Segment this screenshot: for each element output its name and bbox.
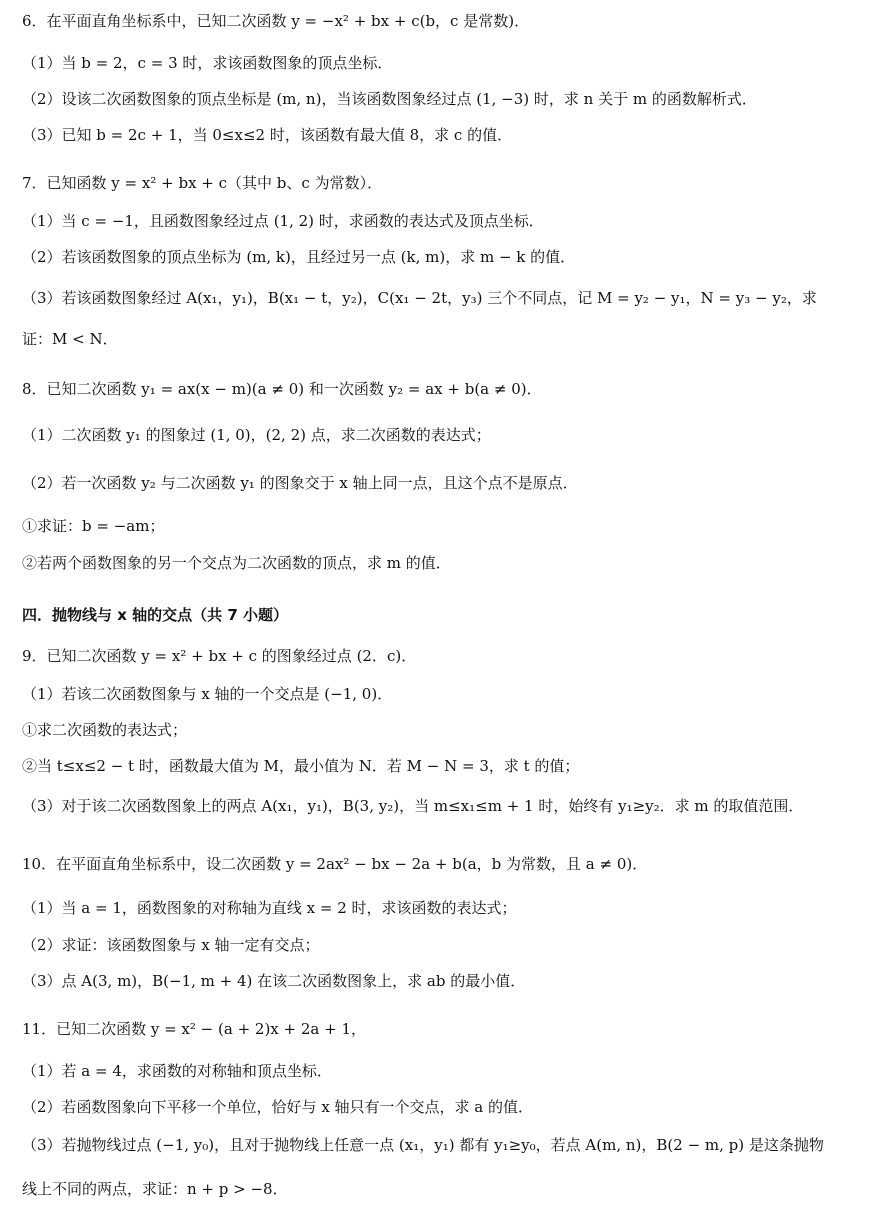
question-6-stem: 6．在平面直角坐标系中，已知二次函数 y = −x² + bx + c(b，c 是常数)． (22, 12, 530, 30)
question-10-stem: 10．在平面直角坐标系中，设二次函数 y = 2ax² − bx − 2a + b(a，b 为常数，且 a ≠ 0)． (22, 855, 648, 873)
question-11-part-3: （3）若抛物线过点 (−1, y₀)，且对于抛物线上任意一点 (x₁，y₁) 都有 y₁≥y₀，若点 A(m, n)，B(2 − m, p) 是这条抛物 (22, 1136, 824, 1154)
question-11-part-3-cont: 线上不同的两点，求证：n + p > −8． (22, 1180, 288, 1198)
question-9-part-3: （3）对于该二次函数图象上的两点 A(x₁，y₁)，B(3, y₂)，当 m≤x₁≤m + 1 时，始终有 y₁≥y₂．求 m 的取值范围． (22, 797, 804, 815)
question-9-part-1-ii: ②当 t≤x≤2 − t 时，函数最大值为 M，最小值为 N．若 M − N = 3，求 t 的值； (22, 757, 580, 775)
question-10-part-2: （2）求证：该函数图象与 x 轴一定有交点； (22, 936, 320, 954)
section-heading: 四．抛物线与 x 轴的交点（共 7 小题） (22, 606, 289, 624)
question-8-part-2: （2）若一次函数 y₂ 与二次函数 y₁ 的图象交于 x 轴上同一点，且这个点不是原点． (22, 474, 578, 492)
question-11-part-2: （2）若函数图象向下平移一个单位，恰好与 x 轴只有一个交点，求 a 的值． (22, 1098, 534, 1116)
question-9-stem: 9．已知二次函数 y = x² + bx + c 的图象经过点 (2．c)． (22, 647, 417, 665)
question-9-part-1: （1）若该二次函数图象与 x 轴的一个交点是 (−1, 0)． (22, 685, 393, 703)
question-9-part-1-i: ①求二次函数的表达式； (22, 721, 188, 739)
question-6-part-1: （1）当 b = 2，c = 3 时，求该函数图象的顶点坐标． (22, 54, 393, 72)
question-8-stem: 8．已知二次函数 y₁ = ax(x − m)(a ≠ 0) 和一次函数 y₂ = ax + b(a ≠ 0)． (22, 380, 542, 398)
question-7-part-3: （3）若该函数图象经过 A(x₁，y₁)，B(x₁ − t，y₂)，C(x₁ − 2t，y₃) 三个不同点，记 M = y₂ − y₁，N = y₃ − y₂，求 (22, 289, 817, 307)
question-8-part-2-i: ①求证：b = −am； (22, 517, 165, 535)
question-7-part-2: （2）若该函数图象的顶点坐标为 (m, k)，且经过另一点 (k, m)，求 m − k 的值． (22, 248, 576, 266)
question-6-part-3: （3）已知 b = 2c + 1，当 0≤x≤2 时，该函数有最大值 8，求 c 的值． (22, 126, 513, 144)
question-7-part-1: （1）当 c = −1，且函数图象经过点 (1, 2) 时，求函数的表达式及顶点坐标． (22, 212, 544, 230)
question-8-part-2-ii: ②若两个函数图象的另一个交点为二次函数的顶点，求 m 的值． (22, 554, 451, 572)
question-10-part-3: （3）点 A(3, m)，B(−1, m + 4) 在该二次函数图象上，求 ab 的最小值． (22, 972, 526, 990)
question-11-part-1: （1）若 a = 4，求函数的对称轴和顶点坐标． (22, 1062, 332, 1080)
question-11-stem: 11．已知二次函数 y = x² − (a + 2)x + 2a + 1， (22, 1020, 367, 1038)
question-7-part-3-cont: 证：M < N． (22, 330, 118, 348)
question-10-part-1: （1）当 a = 1，函数图象的对称轴为直线 x = 2 时，求该函数的表达式； (22, 899, 517, 917)
question-8-part-1: （1）二次函数 y₁ 的图象过 (1, 0)，(2, 2) 点，求二次函数的表达式； (22, 426, 491, 444)
question-6-part-2: （2）设该二次函数图象的顶点坐标是 (m, n)，当该函数图象经过点 (1, −3) 时，求 n 关于 m 的函数解析式． (22, 90, 757, 108)
question-7-stem: 7．已知函数 y = x² + bx + c（其中 b、c 为常数）． (22, 174, 383, 192)
